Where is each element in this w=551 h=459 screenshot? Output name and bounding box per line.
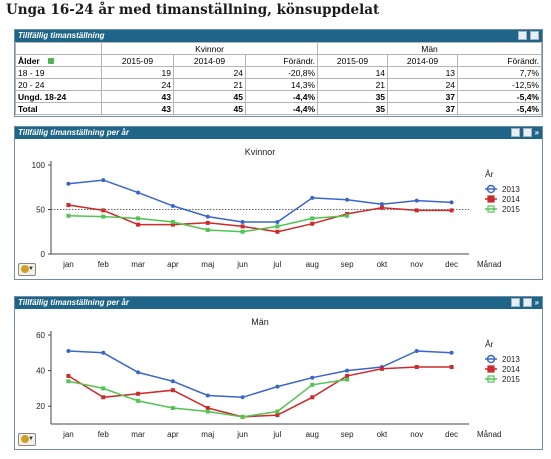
chart-panel-header — [15, 127, 542, 139]
x-tick-label: sep — [340, 430, 354, 439]
x-tick-label: apr — [167, 260, 179, 269]
table-cell: 24 — [388, 79, 458, 91]
x-tick-label: jul — [273, 260, 282, 269]
table-cell: 35 — [318, 103, 388, 115]
data-point-2013 — [380, 202, 384, 206]
data-point-2013 — [136, 191, 140, 195]
chart-panel-man — [14, 296, 543, 450]
data-point-2015 — [171, 220, 175, 224]
dropdown-arrow-icon: ▼ — [28, 436, 34, 442]
data-point-2015 — [345, 378, 349, 382]
x-tick-label: aug — [305, 260, 319, 269]
x-tick-label: okt — [376, 430, 388, 439]
series-line-2013 — [68, 180, 451, 222]
data-point-2015 — [206, 228, 210, 232]
row-label: Total — [16, 103, 102, 115]
group-header-man: Män — [318, 43, 542, 55]
data-point-2015 — [101, 386, 105, 390]
table-cell: -5,4% — [458, 103, 542, 115]
data-point-2013 — [66, 349, 70, 353]
table-row[interactable] — [16, 79, 542, 91]
export-icon[interactable] — [511, 298, 520, 307]
table-panel-header — [15, 30, 542, 42]
column-header[interactable]: 2014-09 — [174, 55, 246, 67]
data-point-2014 — [206, 406, 210, 410]
x-tick-label: jun — [237, 260, 248, 269]
data-point-2014 — [66, 374, 70, 378]
x-tick-label: mar — [131, 430, 145, 439]
data-point-2015 — [275, 410, 279, 414]
table-cell: 14 — [318, 67, 388, 79]
data-point-2014 — [450, 365, 454, 369]
data-point-2014 — [101, 208, 105, 212]
data-point-2014 — [275, 230, 279, 234]
table-cell: 24 — [102, 79, 174, 91]
table-cell: 7,7% — [458, 67, 542, 79]
data-point-2013 — [345, 369, 349, 373]
data-point-2014 — [380, 206, 384, 210]
legend-label-2015: 2015 — [502, 375, 520, 384]
table-cell: -5,4% — [458, 91, 542, 103]
row-label[interactable]: Ungd. 18-24 — [16, 91, 102, 103]
legend-label-2013: 2013 — [502, 355, 520, 364]
data-point-2013 — [450, 200, 454, 204]
row-label[interactable]: 18 - 19 — [16, 67, 102, 79]
page-title: Unga 16-24 år med timanställning, könsuppdelat — [6, 2, 380, 18]
chart-kvinnor — [15, 139, 542, 279]
data-point-2015 — [101, 215, 105, 219]
y-tick-label: 60 — [36, 331, 45, 340]
data-point-2013 — [275, 385, 279, 389]
data-point-2015 — [241, 415, 245, 419]
data-point-2014 — [241, 224, 245, 228]
y-tick-label: 100 — [31, 161, 45, 170]
data-point-2014 — [310, 222, 314, 226]
table-group-header-row — [16, 43, 542, 55]
data-point-2013 — [275, 220, 279, 224]
dropdown-arrow-icon: ▼ — [28, 266, 34, 272]
x-tick-label: feb — [97, 260, 109, 269]
data-point-2015 — [275, 224, 279, 228]
table-row[interactable] — [16, 67, 542, 79]
column-header[interactable]: Förändr. — [246, 55, 318, 67]
row-label[interactable]: 20 - 24 — [16, 79, 102, 91]
data-table — [15, 42, 542, 115]
data-point-2015 — [136, 216, 140, 220]
y-tick-label: 40 — [36, 366, 45, 376]
data-point-2015 — [66, 379, 70, 383]
legend-marker-2014 — [488, 196, 494, 202]
chart-panel-title: Tillfällig timanställning per år — [18, 128, 129, 137]
x-tick-label: okt — [376, 260, 388, 269]
row-header-cell[interactable] — [16, 55, 102, 67]
table-cell: -20,8% — [246, 67, 318, 79]
chart-title: Kvinnor — [244, 147, 276, 157]
table-cell: -12,5% — [458, 79, 542, 91]
x-tick-label: nov — [410, 260, 424, 269]
chart-title: Män — [251, 317, 269, 327]
table-cell: 24 — [174, 67, 246, 79]
x-tick-label: mar — [131, 260, 145, 269]
data-point-2014 — [310, 395, 314, 399]
subtotal-row[interactable] — [16, 91, 542, 103]
selection-indicator-icon — [48, 58, 54, 64]
legend-label-2015: 2015 — [502, 205, 520, 214]
x-tick-label: sep — [340, 260, 354, 269]
data-point-2014 — [380, 367, 384, 371]
data-point-2014 — [171, 388, 175, 392]
legend-marker-2014 — [488, 366, 494, 372]
x-tick-label: jan — [63, 430, 74, 439]
export-icon[interactable] — [518, 31, 527, 40]
column-header[interactable]: 2015-09 — [318, 55, 388, 67]
data-point-2014 — [415, 208, 419, 212]
data-point-2015 — [345, 214, 349, 218]
x-tick-label: maj — [201, 430, 215, 439]
data-point-2015 — [171, 406, 175, 410]
x-tick-label: nov — [410, 430, 424, 439]
data-point-2015 — [310, 216, 314, 220]
group-header-kvinnor: Kvinnor — [102, 43, 318, 55]
data-point-2013 — [415, 349, 419, 353]
data-point-2013 — [136, 370, 140, 374]
table-panel-title: Tillfällig timanställning — [18, 31, 105, 40]
data-point-2014 — [66, 203, 70, 207]
data-point-2013 — [310, 196, 314, 200]
x-tick-label: jan — [63, 260, 74, 269]
table-cell: -4,4% — [246, 91, 318, 103]
chart-man — [15, 309, 542, 449]
chart-panel-title: Tillfällig timanställning per år — [18, 298, 129, 307]
data-point-2014 — [275, 413, 279, 417]
table-column-header-row — [16, 55, 542, 67]
export-icon[interactable] — [511, 128, 520, 137]
data-point-2013 — [206, 215, 210, 219]
table-cell: 45 — [174, 103, 246, 115]
x-tick-label: maj — [201, 260, 215, 269]
legend-title: År — [485, 339, 494, 349]
x-tick-label: aug — [305, 430, 319, 439]
data-point-2013 — [66, 182, 70, 186]
data-point-2013 — [415, 199, 419, 203]
row-header-label: Ålder — [18, 55, 40, 66]
data-point-2013 — [171, 204, 175, 208]
chart-panel-header — [15, 297, 542, 309]
data-point-2014 — [136, 392, 140, 396]
chart-panel-kvinnor — [14, 126, 543, 280]
table-cell: 19 — [102, 67, 174, 79]
x-tick-label: dec — [445, 260, 459, 269]
legend-label-2013: 2013 — [502, 185, 520, 194]
data-point-2014 — [206, 221, 210, 225]
data-point-2014 — [415, 365, 419, 369]
data-point-2013 — [241, 395, 245, 399]
data-point-2013 — [101, 351, 105, 355]
table-cell: 35 — [318, 91, 388, 103]
table-cell: 45 — [174, 91, 246, 103]
excel-icon[interactable] — [523, 298, 532, 307]
x-axis-label: Månad — [477, 430, 502, 439]
table-cell: 14,3% — [246, 79, 318, 91]
data-point-2014 — [101, 395, 105, 399]
data-point-2013 — [206, 394, 210, 398]
data-point-2013 — [450, 351, 454, 355]
data-point-2013 — [345, 198, 349, 202]
data-point-2014 — [345, 374, 349, 378]
y-tick-label: 50 — [36, 205, 45, 215]
x-tick-label: feb — [97, 430, 109, 439]
data-point-2015 — [310, 383, 314, 387]
data-point-2013 — [310, 376, 314, 380]
table-cell: 13 — [388, 67, 458, 79]
column-header[interactable]: 2014-09 — [388, 55, 458, 67]
x-tick-label: apr — [167, 430, 179, 439]
cycle-dimension-button[interactable] — [18, 433, 36, 446]
x-tick-label: jun — [237, 430, 248, 439]
data-point-2015 — [241, 230, 245, 234]
expand-arrows-icon[interactable]: » — [534, 128, 539, 137]
table-cell: -4,4% — [246, 103, 318, 115]
total-row — [16, 103, 542, 115]
data-point-2013 — [171, 379, 175, 383]
series-line-2013 — [68, 351, 451, 397]
data-point-2015 — [66, 214, 70, 218]
legend-title: År — [485, 169, 494, 179]
y-tick-label: 0 — [40, 250, 45, 259]
table-cell: 37 — [388, 91, 458, 103]
x-axis-label: Månad — [477, 260, 502, 269]
table-panel — [14, 29, 543, 117]
expand-arrows-icon[interactable]: » — [534, 298, 539, 307]
x-tick-label: jul — [273, 430, 282, 439]
data-point-2013 — [241, 220, 245, 224]
data-point-2015 — [206, 410, 210, 414]
excel-icon[interactable] — [530, 31, 539, 40]
x-tick-label: dec — [445, 430, 459, 439]
legend-label-2014: 2014 — [502, 195, 520, 204]
y-tick-label: 20 — [36, 402, 45, 412]
data-point-2015 — [136, 399, 140, 403]
table-cell: 21 — [318, 79, 388, 91]
column-header[interactable]: Förändr. — [458, 55, 542, 67]
data-point-2014 — [136, 223, 140, 227]
data-point-2014 — [450, 208, 454, 212]
column-header[interactable]: 2015-09 — [102, 55, 174, 67]
table-corner — [16, 43, 102, 55]
table-cell: 37 — [388, 103, 458, 115]
cycle-dimension-button[interactable] — [18, 263, 36, 276]
table-cell: 43 — [102, 91, 174, 103]
legend-label-2014: 2014 — [502, 365, 520, 374]
data-point-2013 — [101, 178, 105, 182]
table-cell: 43 — [102, 103, 174, 115]
table-cell: 21 — [174, 79, 246, 91]
excel-icon[interactable] — [523, 128, 532, 137]
